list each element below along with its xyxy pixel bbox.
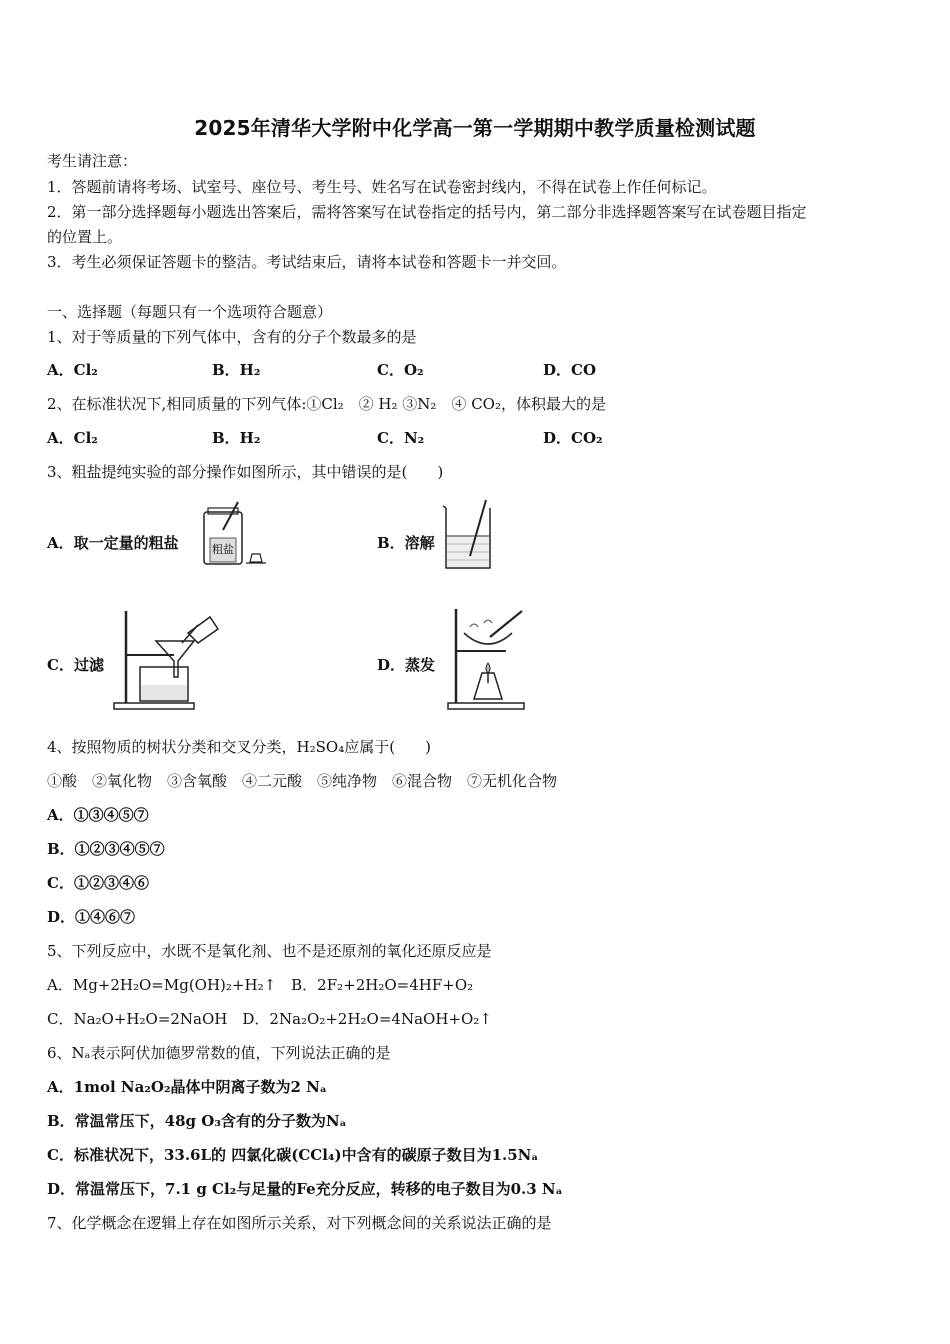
q1-option-d[interactable]: D．CO <box>543 361 597 379</box>
salt-jar-figure <box>198 500 268 570</box>
notice-item: 3．考生必须保证答题卡的整洁。考试结束后，请将本试卷和答题卡一并交回。 <box>47 253 567 271</box>
q4-option-c[interactable]: C．①②③④⑥ <box>47 874 149 892</box>
question-6-stem: 6、Nₐ表示阿伏加德罗常数的值，下列说法正确的是 <box>47 1044 391 1062</box>
q5-options-ab[interactable]: A．Mg+2H₂O=Mg(OH)₂+H₂↑ B．2F₂+2H₂O=4HF+O₂ <box>47 976 474 994</box>
q1-option-a[interactable]: A．Cl₂ <box>47 361 98 379</box>
q3-option-d[interactable]: D．蒸发 <box>377 656 436 674</box>
q2-option-c[interactable]: C．N₂ <box>377 429 425 447</box>
q3-option-b[interactable]: B．溶解 <box>377 534 435 552</box>
page-title: 2025年清华大学附中化学高一第一学期期中教学质量检测试题 <box>194 116 756 140</box>
section-heading: 一、选择题（每题只有一个选项符合题意） <box>47 303 333 321</box>
q4-option-a[interactable]: A．①③④⑤⑦ <box>47 806 149 824</box>
q6-option-d[interactable]: D．常温常压下，7.1 g Cl₂与足量的Fe充分反应，转移的电子数目为0.3 Nₐ <box>47 1180 563 1198</box>
q1-option-b[interactable]: B．H₂ <box>212 361 261 379</box>
q2-option-b[interactable]: B．H₂ <box>212 429 261 447</box>
question-4-stem: 4、按照物质的树状分类和交叉分类，H₂SO₄应属于( ) <box>47 738 431 756</box>
q6-option-a[interactable]: A．1mol Na₂O₂晶体中阴离子数为2 Nₐ <box>47 1078 327 1096</box>
question-5-stem: 5、下列反应中，水既不是氧化剂、也不是还原剂的氧化还原反应是 <box>47 942 492 960</box>
question-2-stem: 2、在标准状况下,相同质量的下列气体:①Cl₂ ② H₂ ③N₂ ④ CO₂，体积最大的是 <box>47 395 606 413</box>
q5-options-cd[interactable]: C．Na₂O+H₂O=2NaOH D．2Na₂O₂+2H₂O=4NaOH+O₂↑ <box>47 1010 492 1028</box>
q2-option-d[interactable]: D．CO₂ <box>543 429 603 447</box>
notice-heading: 考生请注意： <box>47 152 138 170</box>
question-7-stem: 7、化学概念在逻辑上存在如图所示关系，对下列概念间的关系说法正确的是 <box>47 1214 552 1232</box>
q1-option-c[interactable]: C．O₂ <box>377 361 424 379</box>
q3-option-a[interactable]: A．取一定量的粗盐 <box>47 534 179 552</box>
q4-category-list: ①酸 ②氧化物 ③含氧酸 ④二元酸 ⑤纯净物 ⑥混合物 ⑦无机化合物 <box>47 772 558 790</box>
q6-option-c[interactable]: C．标准状况下，33.6L的 四氯化碳(CCl₄)中含有的碳原子数目为1.5Nₐ <box>47 1146 539 1164</box>
filtration-figure <box>110 603 220 713</box>
notice-item: 的位置上。 <box>47 228 123 246</box>
question-3-stem: 3、粗盐提纯实验的部分操作如图所示，其中错误的是( ) <box>47 463 444 481</box>
notice-item: 1．答题前请将考场、试室号、座位号、考生号、姓名写在试卷密封线内，不得在试卷上作任何标记。 <box>47 178 717 196</box>
evaporation-figure <box>444 603 528 713</box>
q4-option-d[interactable]: D．①④⑥⑦ <box>47 908 136 926</box>
notice-item: 2．第一部分选择题每小题选出答案后，需将答案写在试卷指定的括号内，第二部分非选择题答案写在试卷题目指定 <box>47 203 807 221</box>
q6-option-b[interactable]: B．常温常压下，48g O₃含有的分子数为Nₐ <box>47 1112 347 1130</box>
dissolve-beaker-figure <box>440 498 500 573</box>
q2-option-a[interactable]: A．Cl₂ <box>47 429 98 447</box>
q3-option-c[interactable]: C．过滤 <box>47 656 104 674</box>
salt-label: 粗盐 <box>212 543 234 556</box>
q4-option-b[interactable]: B．①②③④⑤⑦ <box>47 840 165 858</box>
question-1-stem: 1、对于等质量的下列气体中，含有的分子个数最多的是 <box>47 328 417 346</box>
